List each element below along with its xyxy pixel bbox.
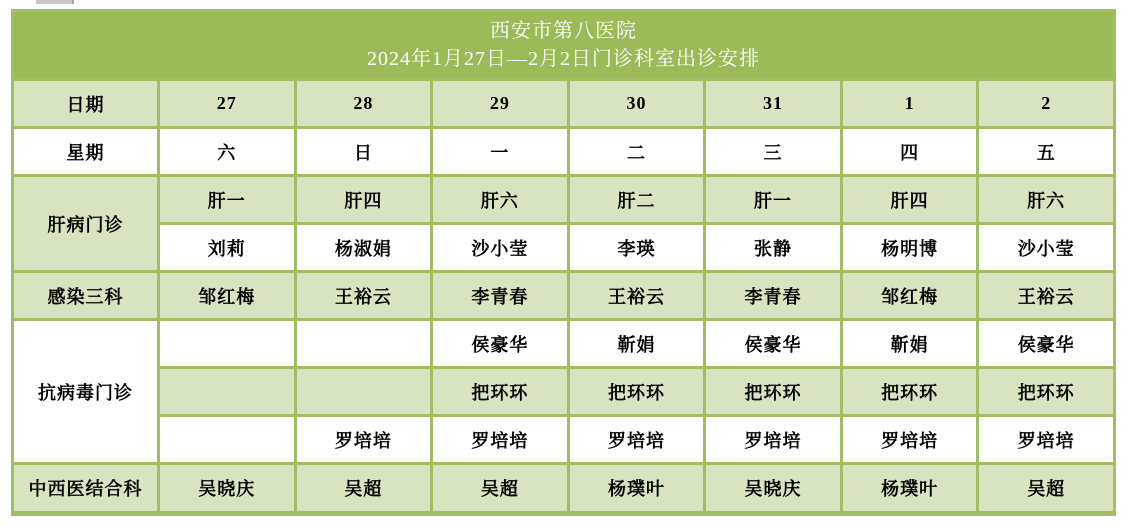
schedule-cell: 靳娟 bbox=[841, 320, 978, 368]
schedule-cell: 邹红梅 bbox=[159, 272, 296, 320]
schedule-cell: 31 bbox=[705, 80, 842, 128]
schedule-cell: 罗培培 bbox=[978, 416, 1115, 464]
hospital-name: 西安市第八医院 bbox=[490, 20, 637, 42]
schedule-cell: 二 bbox=[568, 128, 705, 176]
row-label: 抗病毒门诊 bbox=[13, 320, 159, 464]
schedule-cell: 30 bbox=[568, 80, 705, 128]
schedule-date-range: 2024年1月27日—2月2日门诊科室出诊安排 bbox=[367, 48, 760, 70]
schedule-cell bbox=[159, 416, 296, 464]
schedule-cell: 王裕云 bbox=[295, 272, 432, 320]
table-row bbox=[13, 320, 1115, 368]
schedule-cell bbox=[159, 320, 296, 368]
schedule-cell: 侯豪华 bbox=[705, 320, 842, 368]
row-label: 中西医结合科 bbox=[13, 464, 159, 514]
schedule-cell: 罗培培 bbox=[295, 416, 432, 464]
row-label: 星期 bbox=[13, 128, 159, 176]
schedule-cell: 王裕云 bbox=[568, 272, 705, 320]
schedule-cell: 沙小莹 bbox=[432, 224, 569, 272]
schedule-cell: 吴超 bbox=[432, 464, 569, 514]
schedule-cell: 肝四 bbox=[841, 176, 978, 224]
row-label: 日期 bbox=[13, 80, 159, 128]
table-row bbox=[13, 464, 1115, 514]
schedule-cell: 杨璞叶 bbox=[568, 464, 705, 514]
schedule-cell: 肝一 bbox=[159, 176, 296, 224]
schedule-cell: 邹红梅 bbox=[841, 272, 978, 320]
schedule-cell: 侯豪华 bbox=[978, 320, 1115, 368]
schedule-cell: 六 bbox=[159, 128, 296, 176]
schedule-cell: 罗培培 bbox=[841, 416, 978, 464]
schedule-cell: 靳娟 bbox=[568, 320, 705, 368]
schedule-cell: 吴晓庆 bbox=[159, 464, 296, 514]
schedule-cell: 五 bbox=[978, 128, 1115, 176]
schedule-cell: 肝二 bbox=[568, 176, 705, 224]
schedule-cell: 吴超 bbox=[978, 464, 1115, 514]
schedule-cell: 杨淑娟 bbox=[295, 224, 432, 272]
schedule-cell: 张静 bbox=[705, 224, 842, 272]
schedule-cell: 沙小莹 bbox=[978, 224, 1115, 272]
schedule-cell: 肝六 bbox=[432, 176, 569, 224]
schedule-cell: 把环环 bbox=[978, 368, 1115, 416]
table-row bbox=[13, 272, 1115, 320]
schedule-cell: 29 bbox=[432, 80, 569, 128]
schedule-cell: 肝六 bbox=[978, 176, 1115, 224]
schedule-cell: 肝四 bbox=[295, 176, 432, 224]
schedule-cell: 日 bbox=[295, 128, 432, 176]
schedule-cell: 三 bbox=[705, 128, 842, 176]
table-title bbox=[13, 11, 1115, 80]
schedule-cell: 杨璞叶 bbox=[841, 464, 978, 514]
table-row bbox=[13, 128, 1115, 176]
schedule-cell: 吴晓庆 bbox=[705, 464, 842, 514]
schedule-cell bbox=[159, 368, 296, 416]
table-row bbox=[13, 224, 1115, 272]
schedule-cell: 刘莉 bbox=[159, 224, 296, 272]
schedule-cell: 罗培培 bbox=[432, 416, 569, 464]
table-row bbox=[13, 368, 1115, 416]
row-label: 感染三科 bbox=[13, 272, 159, 320]
schedule-cell: 吴超 bbox=[295, 464, 432, 514]
schedule-cell: 28 bbox=[295, 80, 432, 128]
schedule-table bbox=[11, 9, 1116, 516]
schedule-cell: 李青春 bbox=[705, 272, 842, 320]
table-row bbox=[13, 80, 1115, 128]
schedule-cell bbox=[295, 320, 432, 368]
schedule-cell bbox=[295, 368, 432, 416]
schedule-cell: 1 bbox=[841, 80, 978, 128]
schedule-cell: 把环环 bbox=[841, 368, 978, 416]
schedule-cell: 杨明博 bbox=[841, 224, 978, 272]
schedule-cell: 27 bbox=[159, 80, 296, 128]
schedule-cell: 一 bbox=[432, 128, 569, 176]
schedule-cell: 肝一 bbox=[705, 176, 842, 224]
schedule-cell: 王裕云 bbox=[978, 272, 1115, 320]
schedule-cell: 李瑛 bbox=[568, 224, 705, 272]
schedule-cell: 把环环 bbox=[705, 368, 842, 416]
schedule-table-body bbox=[13, 80, 1115, 514]
table-row bbox=[13, 176, 1115, 224]
top-edge-artifact bbox=[36, 0, 74, 4]
schedule-cell: 把环环 bbox=[568, 368, 705, 416]
table-row bbox=[13, 416, 1115, 464]
row-label: 肝病门诊 bbox=[13, 176, 159, 272]
schedule-cell: 四 bbox=[841, 128, 978, 176]
schedule-cell: 罗培培 bbox=[705, 416, 842, 464]
schedule-cell: 2 bbox=[978, 80, 1115, 128]
title-row bbox=[13, 11, 1115, 80]
schedule-cell: 李青春 bbox=[432, 272, 569, 320]
schedule-cell: 罗培培 bbox=[568, 416, 705, 464]
schedule-cell: 侯豪华 bbox=[432, 320, 569, 368]
schedule-cell: 把环环 bbox=[432, 368, 569, 416]
